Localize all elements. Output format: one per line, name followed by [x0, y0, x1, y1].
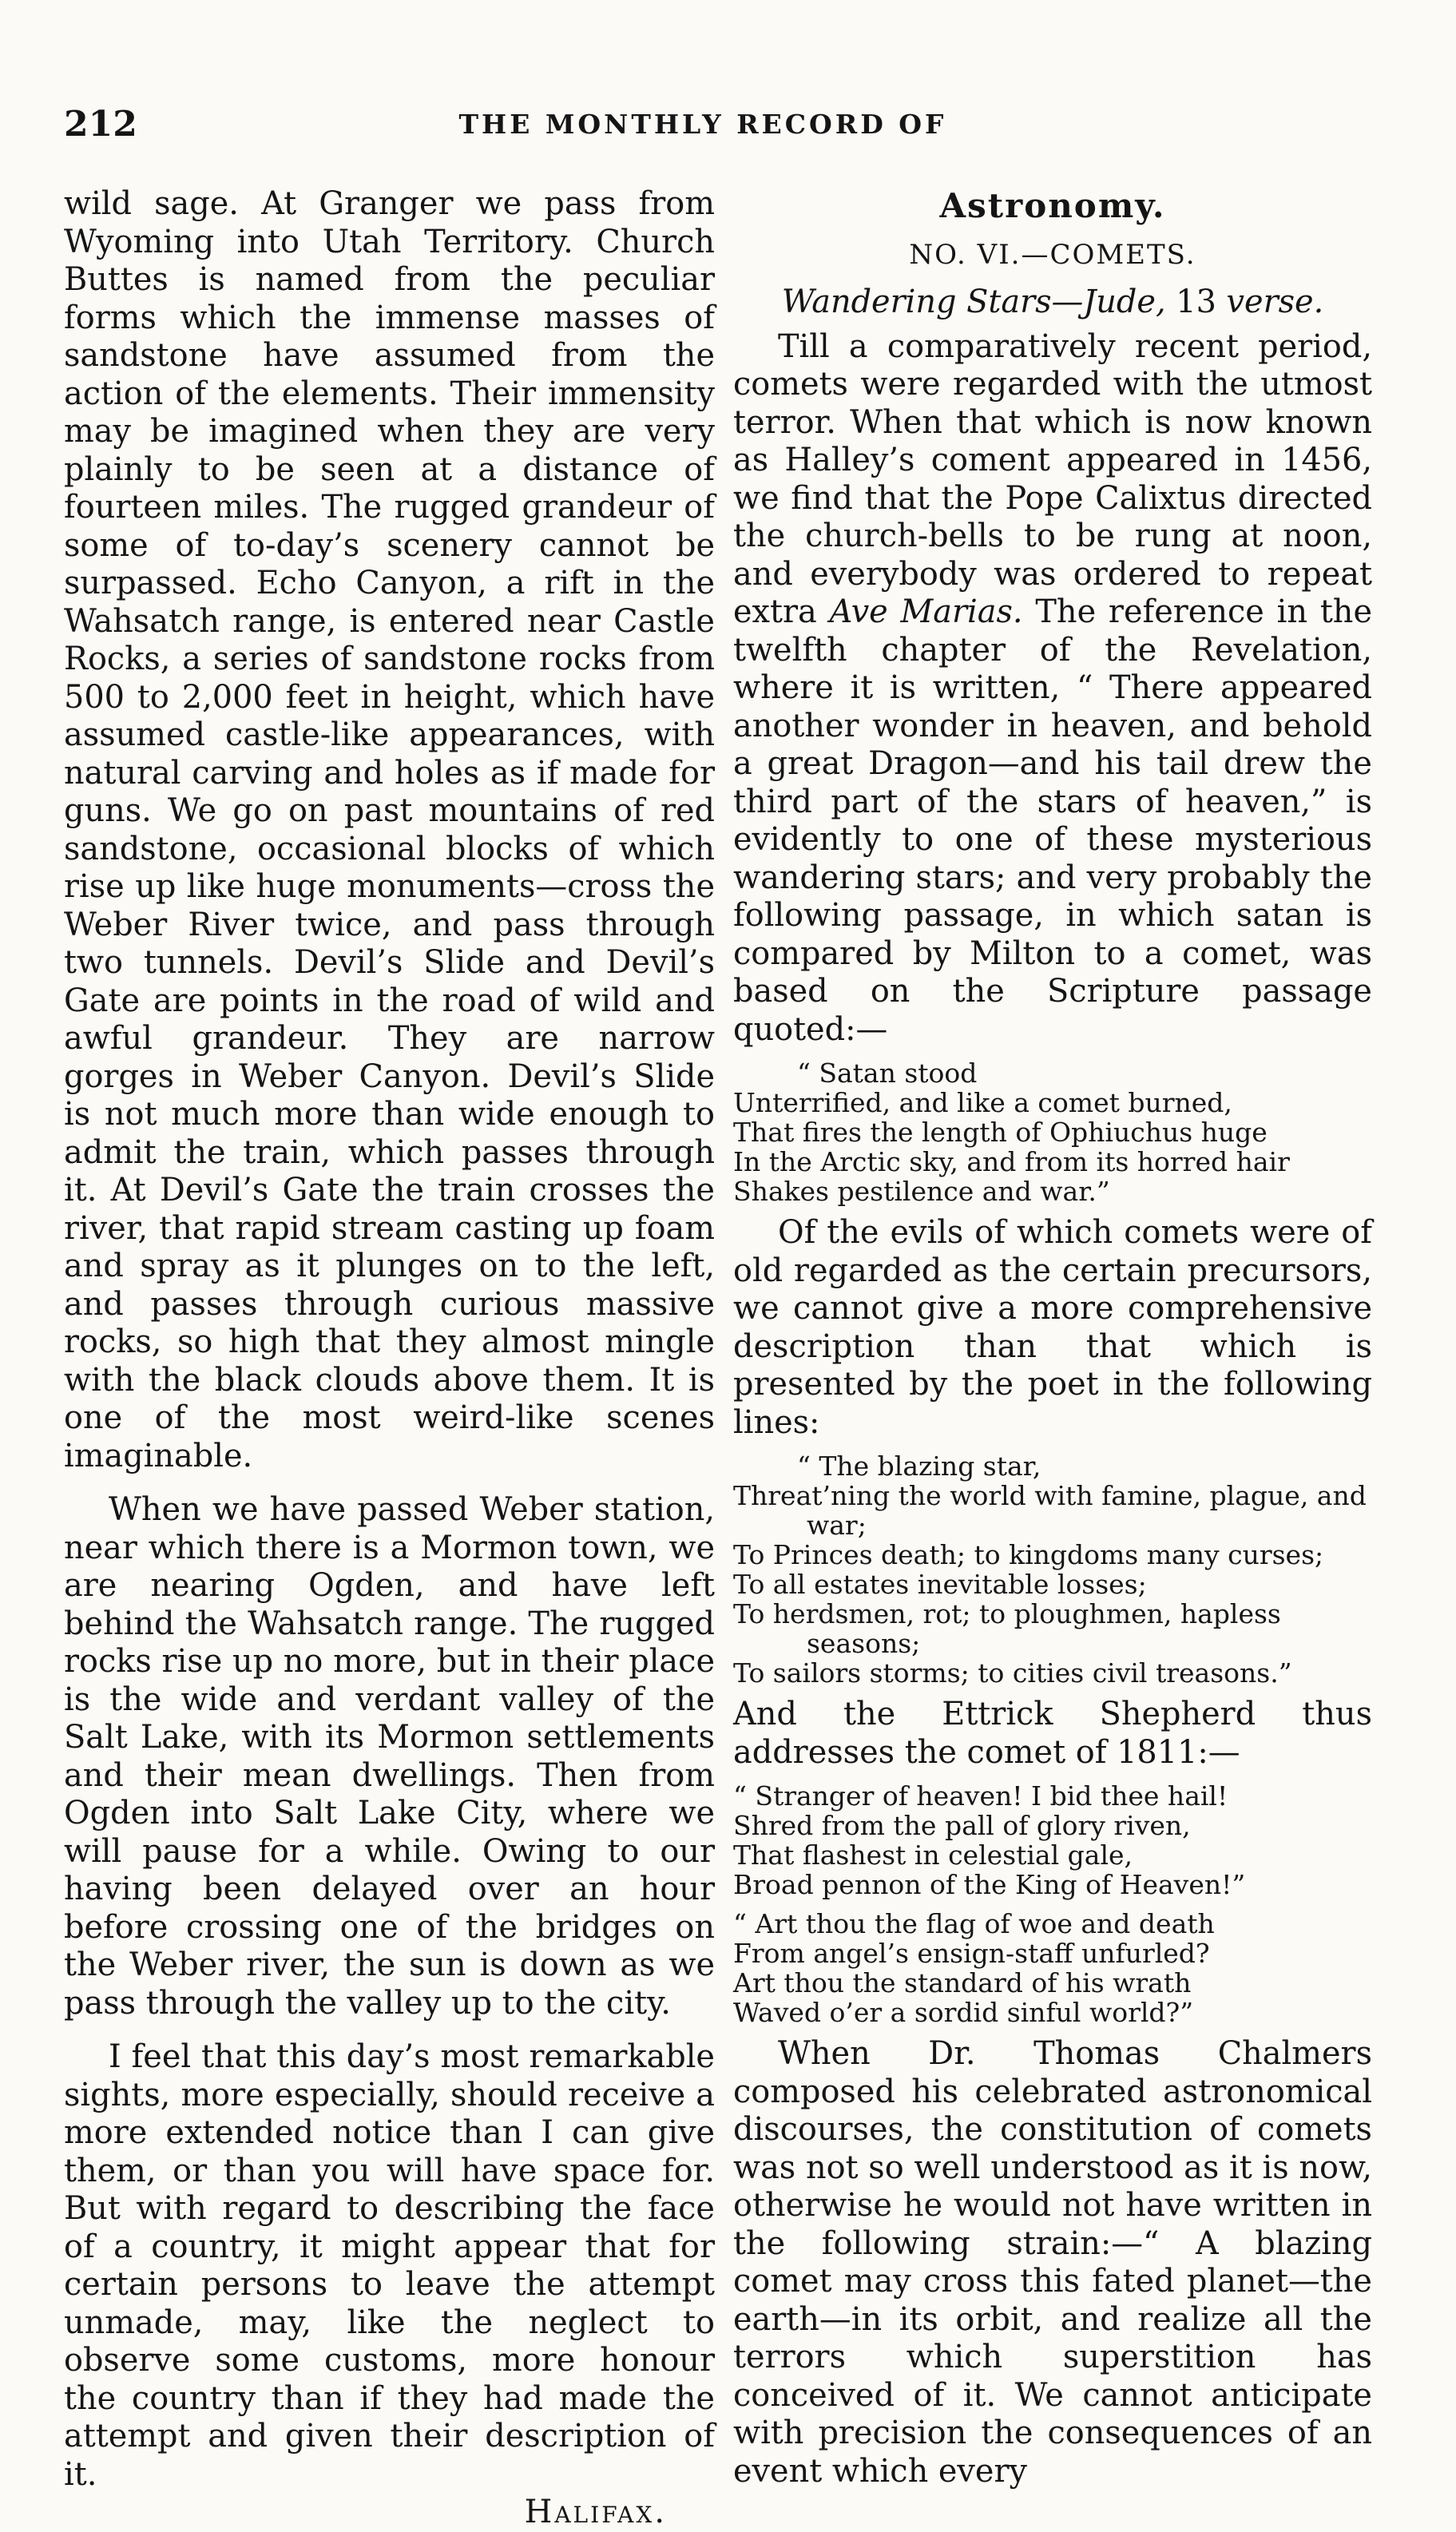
verse-quote-ettrick-2 [733, 1909, 1372, 2027]
verse-line: Unterrified, and like a comet burned, [733, 1087, 1232, 1118]
epigraph: Wandering Stars—Jude, 13 verse. [781, 284, 1324, 320]
article-paragraph: And the Ettrick Shepherd thus addresses the comet of 1811:— [733, 1696, 1372, 1771]
verse-line: “ Satan stood [797, 1058, 978, 1089]
verse-line: Art thou the standard of his wrath [733, 1967, 1192, 1998]
paragraph-text: The reference in the twelfth chapter of the Revelation, where it is written, “ There appeared another wonder in heaven, and behold a great Dragon—and his tail drew the third part of the stars of heaven,” is evidently to one of these mysterious wandering stars; and very probably the following passage, in which satan is compared by Milton to a comet, was based on the Scripture passage quoted:— [733, 593, 1372, 1048]
verse-line: To all estates inevitable losses; [733, 1569, 1147, 1600]
running-title: THE MONTHLY RECORD OF [458, 109, 947, 140]
verse-line: To sailors storms; to cities civil treasons.” [733, 1657, 1292, 1689]
section-subtitle: NO. VI.—COMETS. [909, 238, 1196, 271]
verse-line: From angel’s ensign-staff unfurled? [733, 1938, 1210, 1969]
verse-line: “ The blazing star, [797, 1451, 1041, 1482]
left-column [64, 185, 715, 2532]
epigraph-text: Wandering Stars—Jude, [781, 284, 1166, 320]
verse-quote-milton [733, 1058, 1372, 1206]
verse-line: Waved o’er a sordid sinful world?” [733, 1997, 1194, 2028]
paragraph-text: Till a comparatively recent period, comets were regarded with the utmost terror. When that which is now known as Halley’s coment appeared in 1456, we find that the Pope Calixtus directed the church-bells to be rung at noon, and everybody was ordered to repeat extra [733, 327, 1372, 630]
verse-line: “ Stranger of heaven! I bid thee hail! [733, 1780, 1228, 1812]
section-title: Astronomy. [939, 186, 1166, 225]
article-paragraph: wild sage. At Granger we pass from Wyoming into Utah Territory. Church Buttes is named from the peculiar forms which the immense masses of sandstone have assumed from the action of the elements. Their immensity may be imagined when they are very plainly to be seen at a distance of fourteen miles. The rugged grandeur of some of to-day’s scenery cannot be surpassed. Echo Canyon, a rift in the Wahsatch range, is entered near Castle Rocks, a series of sandstone rocks from 500 to 2,000 feet in height, which have assumed castle-like appearances, with natural carving and holes as if made for guns. We go on past mountains of red sandstone, occasional blocks of which rise up like huge monuments—cross the Weber River twice, and pass through two tunnels. Devil’s Slide and Devil’s Gate are points in the road of wild and awful grandeur. They are narrow gorges in Weber Canyon. Devil’s Slide is not much more than wide enough to admit the train, which passes through it. At Devil’s Gate the train crosses the river, that rapid stream casting up foam and spray as it plunges on to the left, and passes through curious massive rocks, so high that they almost mingle with the black clouds above them. It is one of the most weird-like scenes imaginable. [64, 185, 715, 1474]
verse-quote-ettrick-1 [733, 1781, 1372, 1899]
verse-line: That flashest in celestial gale, [733, 1839, 1133, 1871]
article-paragraph: When Dr. Thomas Chalmers composed his celebrated astronomical discourses, the constitution of comets was not so well understood as it is now, otherwise he would not have written in the following strain:—“ A blazing comet may cross this fated planet—the earth—in its orbit, and realize all the terrors which superstition has conceived of it. We cannot anticipate with precision the consequences of an event which every [733, 2035, 1372, 2490]
verse-line: To Princes death; to kingdoms many curses; [733, 1539, 1324, 1570]
author-signature: Halifax. [524, 2494, 667, 2530]
verse-quote-blazing-star [733, 1451, 1372, 1688]
article-paragraph: I feel that this day’s most remarkable sights, more especially, should receive a more extended notice than I can give them, or than you will have space for. But with regard to describing the face of a country, it might appear that for certain persons to leave the attempt unmade, may, like the neglect to observe some customs, more honour the country than if they had made the attempt and given their description of it. [64, 2038, 715, 2493]
verse-line: “ Art thou the flag of woe and death [733, 1908, 1215, 1939]
verse-line: Threat’ning the world with famine, plague, and war; [733, 1480, 1367, 1541]
verse-line: To herdsmen, rot; to ploughmen, hapless seasons; [733, 1598, 1281, 1659]
emphasis-text: Ave Marias. [829, 593, 1023, 630]
article-paragraph: Of the evils of which comets were of old regarded as the certain precursors, we cannot give a more comprehensive description than that which is presented by the poet in the following lines: [733, 1214, 1372, 1441]
verse-line: Shakes pestilence and war.” [733, 1176, 1110, 1207]
page-number: 212 [64, 104, 137, 145]
verse-line: That fires the length of Ophiuchus huge [733, 1117, 1268, 1148]
right-column [733, 185, 1372, 2490]
article-paragraph [733, 328, 1372, 1050]
article-paragraph: When we have passed Weber station, near which there is a Mormon town, we are nearing Ogden, and have left behind the Wahsatch range. The rugged rocks rise up no more, but in their place is the wide and verdant valley of the Salt Lake, with its Mormon settlements and their mean dwellings. Then from Ogden into Salt Lake City, where we will pause for a while. Owing to our having been delayed over an hour before crossing one of the bridges on the Weber river, the sun is down as we pass through the valley up to the city. [64, 1491, 715, 2022]
verse-line: Shred from the pall of glory riven, [733, 1810, 1191, 1841]
page-header [64, 104, 1374, 160]
verse-line: Broad pennon of the King of Heaven!” [733, 1869, 1246, 1900]
verse-line: In the Arctic sky, and from its horred hair [733, 1146, 1290, 1177]
